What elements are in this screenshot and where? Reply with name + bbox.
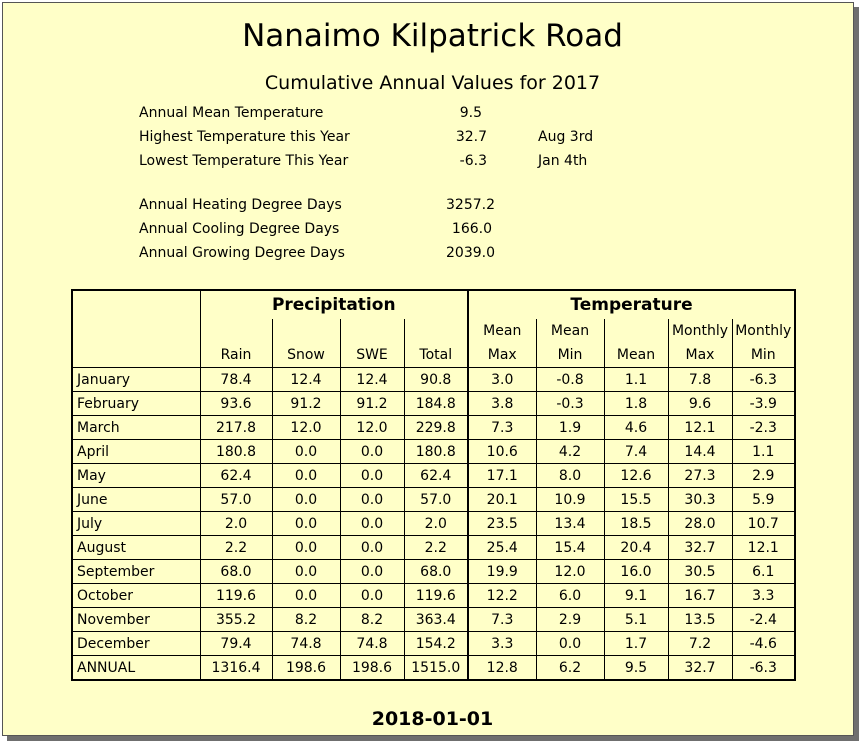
table-cell: 12.1 bbox=[732, 536, 795, 560]
table-cell: 10.6 bbox=[468, 440, 536, 464]
table-cell: 18.5 bbox=[604, 512, 668, 536]
table-cell: -2.3 bbox=[732, 416, 795, 440]
col-header-monthly-max: Max bbox=[668, 343, 732, 368]
table-cell: 0.0 bbox=[340, 584, 404, 608]
table-cell: 7.3 bbox=[468, 608, 536, 632]
row-label: April bbox=[72, 440, 200, 464]
table-cell: 93.6 bbox=[200, 392, 272, 416]
cdd-label: Annual Cooling Degree Days bbox=[139, 221, 340, 237]
high-temp-value: 32.7 bbox=[455, 129, 487, 145]
table-cell: 62.4 bbox=[404, 464, 468, 488]
table-cell: 1.1 bbox=[604, 368, 668, 392]
table-cell: 13.4 bbox=[536, 512, 604, 536]
table-cell: 7.3 bbox=[468, 416, 536, 440]
table-cell: 184.8 bbox=[404, 392, 468, 416]
table-cell: 12.1 bbox=[668, 416, 732, 440]
col-header-swe: SWE bbox=[340, 343, 404, 368]
gdd-label: Annual Growing Degree Days bbox=[139, 245, 345, 261]
cdd-value: 166.0 bbox=[451, 221, 492, 237]
table-cell: 0.0 bbox=[272, 536, 340, 560]
table-cell: 0.0 bbox=[272, 560, 340, 584]
table-cell: 25.4 bbox=[468, 536, 536, 560]
table-cell: 12.0 bbox=[340, 416, 404, 440]
table-cell: 91.2 bbox=[272, 392, 340, 416]
table-row bbox=[72, 536, 795, 560]
col-header-mean-max: Max bbox=[468, 343, 536, 368]
page-title: Nanaimo Kilpatrick Road bbox=[242, 18, 623, 54]
col-header-rain: Rain bbox=[200, 343, 272, 368]
low-temp-value: -6.3 bbox=[459, 153, 487, 169]
table-cell: 198.6 bbox=[340, 656, 404, 681]
table-cell: 20.4 bbox=[604, 536, 668, 560]
table-cell: 10.7 bbox=[732, 512, 795, 536]
mean-temp-label: Annual Mean Temperature bbox=[139, 105, 324, 121]
table-cell: 3.3 bbox=[732, 584, 795, 608]
table-cell: 12.4 bbox=[340, 368, 404, 392]
table-cell: 0.0 bbox=[340, 536, 404, 560]
table-cell: 3.8 bbox=[468, 392, 536, 416]
table-row bbox=[72, 608, 795, 632]
table-cell: 2.9 bbox=[732, 464, 795, 488]
col-header-top-snow bbox=[272, 319, 340, 343]
col-header-top-swe bbox=[340, 319, 404, 343]
table-cell: 198.6 bbox=[272, 656, 340, 681]
table-cell: 217.8 bbox=[200, 416, 272, 440]
table-cell: 62.4 bbox=[200, 464, 272, 488]
hdd-label: Annual Heating Degree Days bbox=[139, 197, 342, 213]
table-cell: 9.1 bbox=[604, 584, 668, 608]
table-row bbox=[72, 368, 795, 392]
table-cell: 1.7 bbox=[604, 632, 668, 656]
col-header-mean-min: Min bbox=[536, 343, 604, 368]
row-label: October bbox=[72, 584, 200, 608]
table-cell: -6.3 bbox=[732, 368, 795, 392]
table-cell: 0.0 bbox=[272, 440, 340, 464]
table-row bbox=[72, 416, 795, 440]
table-cell: 12.0 bbox=[536, 560, 604, 584]
table-cell: 12.8 bbox=[468, 656, 536, 681]
table-cell: 8.2 bbox=[272, 608, 340, 632]
table-cell: 2.0 bbox=[404, 512, 468, 536]
table-cell: 0.0 bbox=[536, 632, 604, 656]
table-row bbox=[72, 392, 795, 416]
col-header-monthly-min: Min bbox=[732, 343, 795, 368]
table-cell: 78.4 bbox=[200, 368, 272, 392]
col-header-top-monthly-min: Monthly bbox=[732, 319, 795, 343]
table-cell: 355.2 bbox=[200, 608, 272, 632]
table-cell: 15.4 bbox=[536, 536, 604, 560]
col-header-top-total bbox=[404, 319, 468, 343]
table-cell: 32.7 bbox=[668, 536, 732, 560]
table-cell: 2.9 bbox=[536, 608, 604, 632]
precipitation-header: Precipitation bbox=[200, 290, 468, 319]
table-cell: 57.0 bbox=[200, 488, 272, 512]
row-label: November bbox=[72, 608, 200, 632]
row-label: May bbox=[72, 464, 200, 488]
table-cell: 7.2 bbox=[668, 632, 732, 656]
table-cell: 119.6 bbox=[404, 584, 468, 608]
table-cell: 74.8 bbox=[272, 632, 340, 656]
table-cell: -0.8 bbox=[536, 368, 604, 392]
table-cell: -0.3 bbox=[536, 392, 604, 416]
table-cell: 180.8 bbox=[200, 440, 272, 464]
row-label: January bbox=[72, 368, 200, 392]
table-cell: 15.5 bbox=[604, 488, 668, 512]
table-row bbox=[72, 656, 795, 681]
table-cell: 7.4 bbox=[604, 440, 668, 464]
table-cell: 2.2 bbox=[404, 536, 468, 560]
table-cell: 1.8 bbox=[604, 392, 668, 416]
table-row bbox=[72, 512, 795, 536]
table-row bbox=[72, 488, 795, 512]
table-cell: 7.8 bbox=[668, 368, 732, 392]
table-cell: 20.1 bbox=[468, 488, 536, 512]
table-cell: 0.0 bbox=[340, 560, 404, 584]
table-cell: 5.1 bbox=[604, 608, 668, 632]
table-cell: 12.0 bbox=[272, 416, 340, 440]
table-cell: 90.8 bbox=[404, 368, 468, 392]
table-cell: -2.4 bbox=[732, 608, 795, 632]
table-cell: 68.0 bbox=[200, 560, 272, 584]
month-header-cell bbox=[72, 290, 200, 368]
row-label: December bbox=[72, 632, 200, 656]
table-cell: 4.6 bbox=[604, 416, 668, 440]
table-cell: 8.2 bbox=[340, 608, 404, 632]
table-cell: 17.1 bbox=[468, 464, 536, 488]
table-cell: 363.4 bbox=[404, 608, 468, 632]
high-temp-date: Aug 3rd bbox=[538, 129, 594, 145]
page-subtitle: Cumulative Annual Values for 2017 bbox=[264, 72, 601, 94]
table-cell: 68.0 bbox=[404, 560, 468, 584]
table-cell: 27.3 bbox=[668, 464, 732, 488]
table-cell: 6.1 bbox=[732, 560, 795, 584]
table-cell: 6.2 bbox=[536, 656, 604, 681]
table-cell: 0.0 bbox=[272, 488, 340, 512]
col-header-top-rain bbox=[200, 319, 272, 343]
table-row bbox=[72, 560, 795, 584]
table-cell: 180.8 bbox=[404, 440, 468, 464]
table-cell: 14.4 bbox=[668, 440, 732, 464]
col-header-mean: Mean bbox=[604, 343, 668, 368]
table-row bbox=[72, 464, 795, 488]
table-cell: 2.0 bbox=[200, 512, 272, 536]
col-header-top-monthly-max: Monthly bbox=[668, 319, 732, 343]
hdd-value: 3257.2 bbox=[446, 197, 495, 213]
col-header-top-mean-max: Mean bbox=[468, 319, 536, 343]
gdd-value: 2039.0 bbox=[446, 245, 495, 261]
table-cell: 6.0 bbox=[536, 584, 604, 608]
table-cell: -4.6 bbox=[732, 632, 795, 656]
table-cell: 0.0 bbox=[340, 440, 404, 464]
table-cell: 16.0 bbox=[604, 560, 668, 584]
table-cell: 229.8 bbox=[404, 416, 468, 440]
table-cell: 9.5 bbox=[604, 656, 668, 681]
table-row bbox=[72, 440, 795, 464]
table-cell: 74.8 bbox=[340, 632, 404, 656]
table-cell: 0.0 bbox=[340, 464, 404, 488]
table-cell: 91.2 bbox=[340, 392, 404, 416]
row-label: February bbox=[72, 392, 200, 416]
table-cell: 57.0 bbox=[404, 488, 468, 512]
table-cell: 0.0 bbox=[272, 584, 340, 608]
col-header-top-mean-min: Mean bbox=[536, 319, 604, 343]
row-label: March bbox=[72, 416, 200, 440]
row-label: September bbox=[72, 560, 200, 584]
table-cell: 1316.4 bbox=[200, 656, 272, 681]
table-cell: 8.0 bbox=[536, 464, 604, 488]
table-cell: 9.6 bbox=[668, 392, 732, 416]
table-cell: 30.5 bbox=[668, 560, 732, 584]
table-cell: 1515.0 bbox=[404, 656, 468, 681]
table-cell: 0.0 bbox=[272, 464, 340, 488]
table-cell: 13.5 bbox=[668, 608, 732, 632]
col-header-top-mean bbox=[604, 319, 668, 343]
table-cell: 3.3 bbox=[468, 632, 536, 656]
high-temp-label: Highest Temperature this Year bbox=[139, 129, 350, 145]
table-cell: 0.0 bbox=[340, 488, 404, 512]
table-cell: -6.3 bbox=[732, 656, 795, 681]
table-cell: 12.2 bbox=[468, 584, 536, 608]
table-cell: 79.4 bbox=[200, 632, 272, 656]
table-row bbox=[72, 584, 795, 608]
table-cell: 16.7 bbox=[668, 584, 732, 608]
temperature-header: Temperature bbox=[468, 290, 795, 319]
table-cell: 12.6 bbox=[604, 464, 668, 488]
table-cell: 2.2 bbox=[200, 536, 272, 560]
table-cell: 23.5 bbox=[468, 512, 536, 536]
monthly-data-table bbox=[71, 289, 796, 681]
table-cell: 3.0 bbox=[468, 368, 536, 392]
table-cell: 28.0 bbox=[668, 512, 732, 536]
table-cell: 30.3 bbox=[668, 488, 732, 512]
table-cell: 119.6 bbox=[200, 584, 272, 608]
table-cell: 0.0 bbox=[272, 512, 340, 536]
row-label: ANNUAL bbox=[72, 656, 200, 681]
mean-temp-value: 9.5 bbox=[459, 105, 482, 121]
table-cell: 4.2 bbox=[536, 440, 604, 464]
table-row bbox=[72, 632, 795, 656]
table-cell: -3.9 bbox=[732, 392, 795, 416]
table-cell: 32.7 bbox=[668, 656, 732, 681]
table-cell: 0.0 bbox=[340, 512, 404, 536]
row-label: August bbox=[72, 536, 200, 560]
table-cell: 154.2 bbox=[404, 632, 468, 656]
table-cell: 10.9 bbox=[536, 488, 604, 512]
low-temp-date: Jan 4th bbox=[538, 153, 588, 169]
table-cell: 12.4 bbox=[272, 368, 340, 392]
row-label: June bbox=[72, 488, 200, 512]
table-cell: 1.9 bbox=[536, 416, 604, 440]
col-header-snow: Snow bbox=[272, 343, 340, 368]
table-cell: 5.9 bbox=[732, 488, 795, 512]
row-label: July bbox=[72, 512, 200, 536]
footer-date: 2018-01-01 bbox=[371, 708, 494, 730]
low-temp-label: Lowest Temperature This Year bbox=[139, 153, 349, 169]
table-cell: 19.9 bbox=[468, 560, 536, 584]
table-cell: 1.1 bbox=[732, 440, 795, 464]
col-header-total: Total bbox=[404, 343, 468, 368]
